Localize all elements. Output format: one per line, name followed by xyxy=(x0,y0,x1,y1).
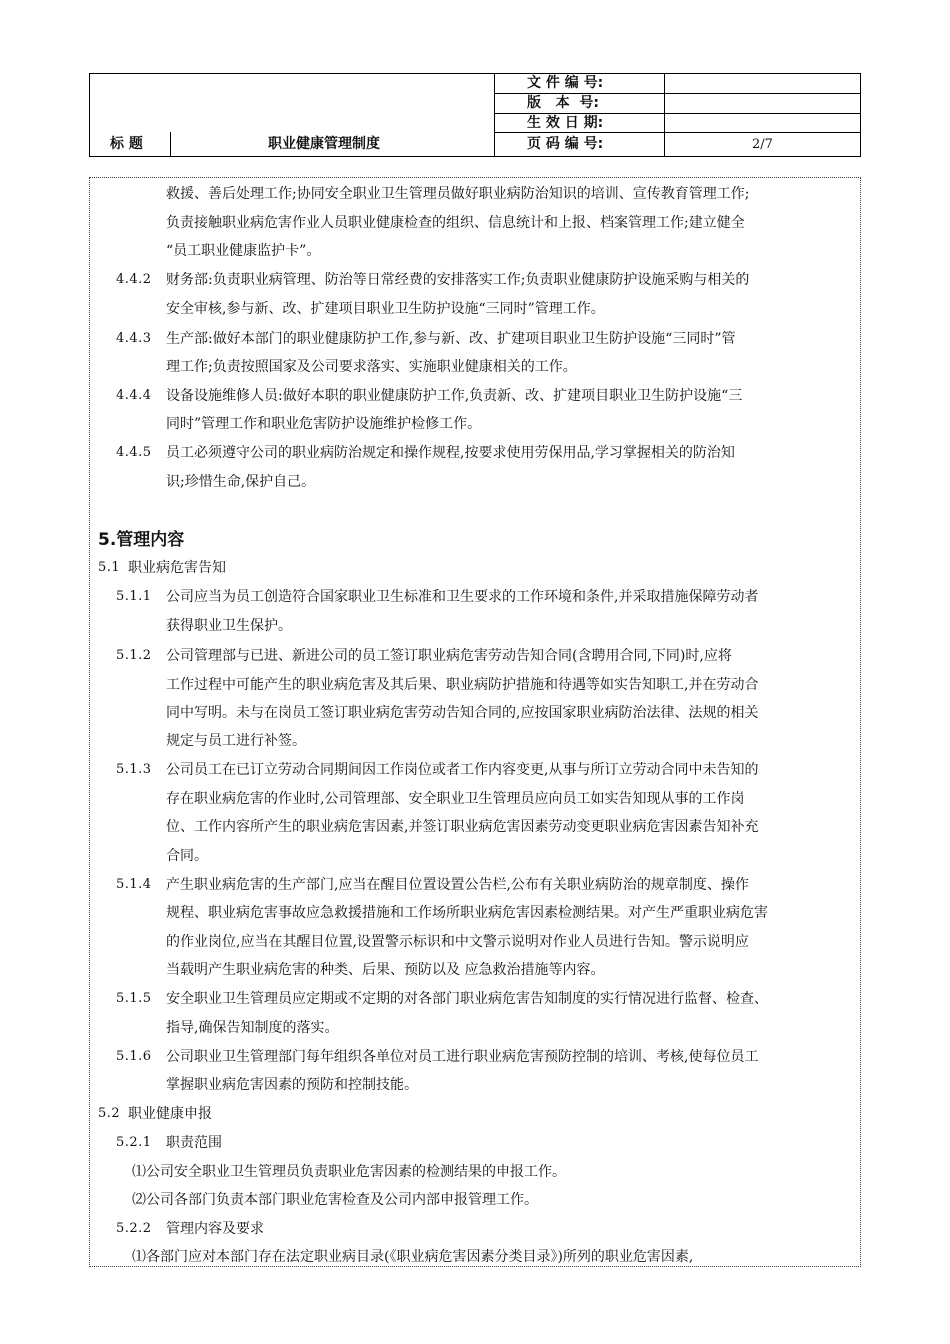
subsection-title: 职业健康申报 xyxy=(128,1106,212,1122)
paragraph-line: 规程、职业病危害事故应急救援措施和工作场所职业病危害因素检测结果。对产生严重职业病危害 xyxy=(166,905,768,921)
list-item: ⑵公司各部门负责本部门职业危害检查及公司内部申报管理工作。 xyxy=(132,1192,538,1208)
paragraph-line: 安全职业卫生管理员应定期或不定期的对各部门职业病危害告知制度的实行情况进行监督、检查、 xyxy=(166,991,768,1007)
paragraph-line: “员工职业健康监护卡”。 xyxy=(166,243,321,259)
section-heading: 5.管理内容 xyxy=(98,530,185,550)
clause-number: 5.1.5 xyxy=(116,991,152,1006)
clause-title: 职责范围 xyxy=(166,1135,222,1151)
paragraph-line: 财务部:负责职业病管理、防治等日常经费的安排落实工作;负责职业健康防护设施采购与相关的 xyxy=(166,272,750,288)
clause-number: 5.1.3 xyxy=(116,762,152,777)
paragraph-line: 救援、善后处理工作;协同安全职业卫生管理员做好职业病防治知识的培训、宣传教育管理工作; xyxy=(166,186,750,202)
paragraph-line: 位、工作内容所产生的职业病危害因素,并签订职业病危害因素劳动变更职业病危害因素告知补充 xyxy=(166,819,759,835)
effective-date-label: 生 效 日 期: xyxy=(527,115,604,131)
clause-number: 4.4.2 xyxy=(116,272,152,287)
doc-number-label: 文 件 编 号: xyxy=(527,75,604,91)
paragraph-line: 安全审核,参与新、改、扩建项目职业卫生防护设施“三同时”管理工作。 xyxy=(166,301,605,317)
subsection-number: 5.1 xyxy=(98,560,121,575)
version-label: 版 本 号: xyxy=(527,95,599,111)
header-table xyxy=(89,73,861,157)
clause-number: 5.1.1 xyxy=(116,589,152,604)
paragraph-line: 产生职业病危害的生产部门,应当在醒目位置设置公告栏,公布有关职业病防治的规章制度、操作 xyxy=(166,877,749,893)
paragraph-line: 理工作;负责按照国家及公司要求落实、实施职业健康相关的工作。 xyxy=(166,359,577,375)
clause-number: 5.1.6 xyxy=(116,1049,152,1064)
paragraph-line: 当载明产生职业病危害的种类、后果、预防以及 应急救治措施等内容。 xyxy=(166,962,605,978)
paragraph-line: 规定与员工进行补签。 xyxy=(166,733,306,749)
paragraph-line: 生产部:做好本部门的职业健康防护工作,参与新、改、扩建项目职业卫生防护设施“三同时”管 xyxy=(166,331,736,347)
divider xyxy=(170,132,171,156)
subsection-number: 5.2 xyxy=(98,1106,121,1121)
list-item: ⑴公司安全职业卫生管理员负责职业危害因素的检测结果的申报工作。 xyxy=(132,1164,566,1180)
paragraph-line: 同中写明。未与在岗员工签订职业病危害劳动告知合同的,应按国家职业病防治法律、法规的相关 xyxy=(166,705,759,721)
paragraph-line: 掌握职业病危害因素的预防和控制技能。 xyxy=(166,1077,418,1093)
paragraph-line: 获得职业卫生保护。 xyxy=(166,618,292,634)
paragraph-line: 工作过程中可能产生的职业病危害及其后果、职业病防护措施和待遇等如实告知职工,并在劳动合 xyxy=(166,677,759,693)
paragraph-line: 设备设施维修人员:做好本职的职业健康防护工作,负责新、改、扩建项目职业卫生防护设施“三 xyxy=(166,388,743,404)
clause-number: 4.4.5 xyxy=(116,445,152,460)
paragraph-line: 识;珍惜生命,保护自己。 xyxy=(166,474,316,490)
clause-title: 管理内容及要求 xyxy=(166,1221,264,1237)
paragraph-line: 合同。 xyxy=(166,848,208,864)
paragraph-line: 指导,确保告知制度的落实。 xyxy=(166,1020,339,1036)
clause-number: 5.2.2 xyxy=(116,1221,152,1236)
clause-number: 5.1.4 xyxy=(116,877,152,892)
paragraph-line: 公司员工在已订立劳动合同期间因工作岗位或者工作内容变更,从事与所订立劳动合同中未告知的 xyxy=(166,762,759,778)
page-number-value: 2/7 xyxy=(752,137,773,152)
clause-number: 5.2.1 xyxy=(116,1135,152,1150)
divider xyxy=(494,74,495,156)
paragraph-line: 公司管理部与已进、新进公司的员工签订职业病危害劳动告知合同(含聘用合同,下同)时,应将 xyxy=(166,648,732,664)
paragraph-line: 同时”管理工作和职业危害防护设施维护检修工作。 xyxy=(166,416,482,432)
clause-number: 4.4.3 xyxy=(116,331,152,346)
paragraph-line: 存在职业病危害的作业时,公司管理部、安全职业卫生管理员应向员工如实告知现从事的工作岗 xyxy=(166,791,745,807)
paragraph-line: 员工必须遵守公司的职业病防治规定和操作规程,按要求使用劳保用品,学习掌握相关的防治知 xyxy=(166,445,735,461)
subsection-title: 职业病危害告知 xyxy=(128,560,226,576)
title-label: 标 题 xyxy=(110,136,143,152)
list-item: ⑴各部门应对本部门存在法定职业病目录(《职业病危害因素分类目录》)所列的职业危害因素, xyxy=(132,1249,694,1265)
page-number-label: 页 码 编 号: xyxy=(527,136,604,152)
paragraph-line: 公司应当为员工创造符合国家职业卫生标准和卫生要求的工作环境和条件,并采取措施保障劳动者 xyxy=(166,589,759,605)
paragraph-line: 负责接触职业病危害作业人员职业健康检查的组织、信息统计和上报、档案管理工作;建立健全 xyxy=(166,215,745,231)
paragraph-line: 的作业岗位,应当在其醒目位置,设置警示标识和中文警示说明对作业人员进行告知。警示说明应 xyxy=(166,934,749,950)
clause-number: 4.4.4 xyxy=(116,388,152,403)
clause-number: 5.1.2 xyxy=(116,648,152,663)
paragraph-line: 公司职业卫生管理部门每年组织各单位对员工进行职业病危害预防控制的培训、考核,使每位员工 xyxy=(166,1049,759,1065)
document-title: 职业健康管理制度 xyxy=(268,136,380,152)
